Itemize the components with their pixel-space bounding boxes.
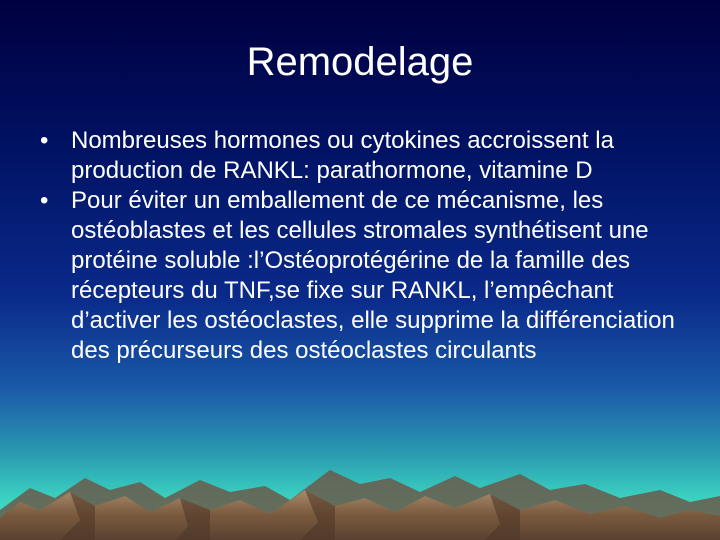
bullet-item-2: [40, 186, 690, 366]
bullet-marker: •: [40, 127, 49, 154]
bullet-text-1: Nombreuses hormones ou cytokines accroissent la production de RANKL: parathormone, vitamine D: [71, 127, 614, 184]
bullet-list: [40, 126, 690, 366]
bullet-item-1: [40, 126, 690, 186]
bullet-text-2: Pour éviter un emballement de ce mécanisme, les ostéoblastes et les cellules stromales synthétisent une protéine soluble :l’Ostéoprotégérine de la famille des récepteurs du TNF,se fixe sur RANKL, l’empêchant d’activer les ostéoclastes, elle supprime la différenciation des précurseurs des ostéoclastes circulants: [71, 187, 675, 364]
slide-title: Remodelage: [246, 40, 474, 84]
mountain-range-decoration: [0, 440, 720, 540]
bullet-marker: •: [40, 187, 49, 214]
